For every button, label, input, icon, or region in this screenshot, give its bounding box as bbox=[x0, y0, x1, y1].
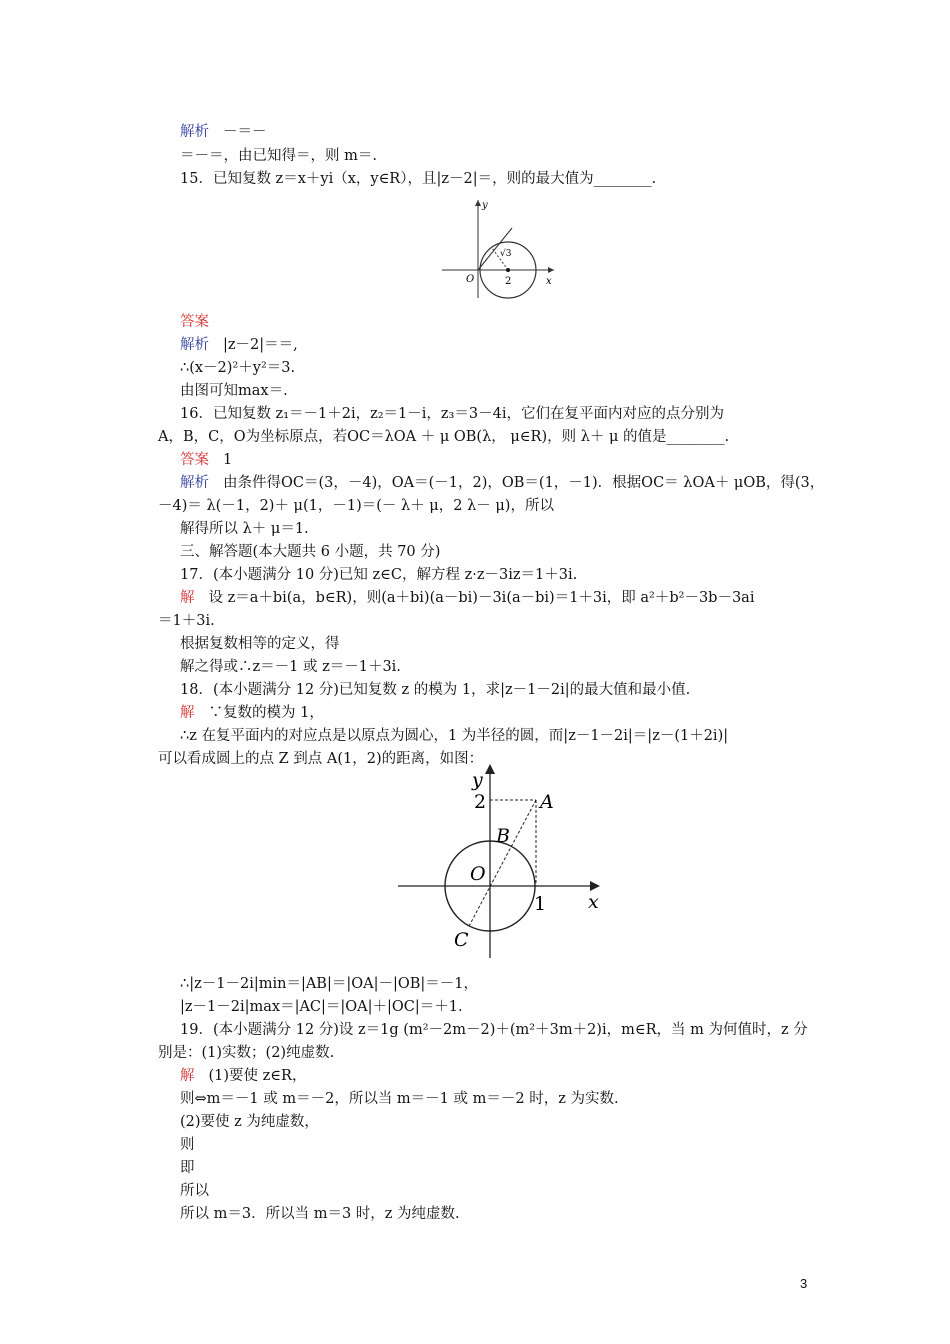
analysis-text: －＝－ bbox=[223, 124, 267, 140]
text-line: 解得所以 λ＋ μ＝1. bbox=[180, 521, 309, 537]
solution-label: 解 bbox=[180, 1068, 195, 1084]
analysis-line bbox=[180, 473, 824, 493]
analysis-line bbox=[180, 335, 298, 355]
text-line: －4)＝ λ(－1，2)＋ μ(1，－1)＝(－ λ＋ μ，2 λ－ μ)，所以 bbox=[158, 498, 554, 514]
x-label: x bbox=[546, 276, 552, 287]
point-b-label: B bbox=[496, 825, 510, 847]
answer-label: 答案 bbox=[180, 452, 209, 468]
y-label: y bbox=[472, 769, 483, 791]
y-axis-arrow bbox=[475, 200, 481, 206]
question-16-line1: 16．已知复数 z₁＝－1＋2i，z₂＝1－i，z₃＝3－4i，它们在复平面内对应的点分别为 bbox=[180, 406, 724, 422]
question-19-line2: 别是：(1)实数；(2)纯虚数. bbox=[158, 1045, 335, 1061]
origin-label: O bbox=[470, 863, 486, 885]
sqrt3-label: √3 bbox=[500, 249, 512, 259]
point-c-label: C bbox=[454, 929, 469, 951]
text-line: 可以看成圆上的点 Z 到点 A(1，2)的距离，如图： bbox=[158, 751, 484, 767]
text-line: ＝－＝，由已知得＝，则 m＝. bbox=[180, 148, 377, 164]
analysis-text: |z－2|＝＝, bbox=[223, 337, 298, 353]
text-line: ＝1＋3i. bbox=[158, 613, 215, 629]
text-line: 所以 m＝3．所以当 m＝3 时，z 为纯虚数. bbox=[180, 1206, 460, 1222]
question-16-line2: A，B，C，O为坐标原点，若OC＝λOA ＋ μ OB(λ， μ∈R)，则 λ＋ μ 的值是________. bbox=[158, 429, 730, 445]
point-a-label: A bbox=[540, 791, 554, 813]
solution-line bbox=[180, 588, 754, 608]
center-point bbox=[506, 268, 510, 272]
analysis-label: 解析 bbox=[180, 124, 209, 140]
tick-2-label: 2 bbox=[474, 791, 487, 813]
tick-1-label: 1 bbox=[534, 893, 547, 915]
answer-text: 1 bbox=[223, 452, 233, 468]
two-label: 2 bbox=[505, 276, 512, 287]
origin-label: O bbox=[466, 274, 475, 285]
answer-label-line bbox=[180, 312, 209, 332]
y-label: y bbox=[482, 200, 488, 211]
figure-circle-tangent bbox=[430, 194, 566, 306]
text-line: 则⇔m＝－1 或 m＝－2，所以当 m＝－1 或 m＝－2 时，z 为实数. bbox=[180, 1091, 619, 1107]
analysis-text: 由条件得OC＝(3，－4)，OA＝(－1，2)，OB＝(1，－1)．根据OC＝ λOA＋ μOB，得(3， bbox=[223, 475, 825, 491]
solution-label: 解 bbox=[180, 705, 195, 721]
text-line: 所以 bbox=[180, 1183, 209, 1199]
solution-line bbox=[180, 703, 324, 723]
question-18: 18．(本小题满分 12 分)已知复数 z 的模为 1，求|z－1－2i|的最大值和最小值. bbox=[180, 682, 691, 698]
answer-line bbox=[180, 450, 232, 470]
solution-text: ∵复数的模为 1， bbox=[208, 705, 324, 721]
text-line: |z－1－2i|max＝|AC|＝|OA|＋|OC|＝＋1. bbox=[180, 999, 463, 1015]
solution-label: 解 bbox=[180, 590, 195, 606]
answer-label: 答案 bbox=[180, 314, 209, 330]
text-line: ∴z 在复平面内的对应点是以原点为圆心，1 为半径的圆，而|z－1－2i|＝|z－(1＋2i)| bbox=[180, 728, 729, 744]
text-line: 则 bbox=[180, 1137, 195, 1153]
text-line: 根据复数相等的定义，得 bbox=[180, 636, 340, 652]
x-label: x bbox=[588, 891, 599, 913]
section-heading: 三、解答题(本大题共 6 小题，共 70 分) bbox=[180, 544, 441, 560]
analysis-label: 解析 bbox=[180, 337, 209, 353]
text-line: (2)要使 z 为纯虚数， bbox=[180, 1114, 319, 1130]
text-line: ∴(x－2)²＋y²＝3. bbox=[180, 360, 296, 376]
x-axis-arrow bbox=[590, 881, 600, 891]
y-axis-arrow bbox=[485, 764, 495, 774]
question-15: 15．已知复数 z＝x＋yi（x，y∈R），且|z－2|＝，则的最大值为________. bbox=[180, 171, 657, 187]
text-line: 即 bbox=[180, 1160, 195, 1176]
x-axis-arrow bbox=[548, 267, 554, 273]
text-line: ∴|z－1－2i|min＝|AB|＝|OA|－|OB|＝－1， bbox=[180, 976, 479, 992]
analysis-line bbox=[180, 122, 267, 142]
text-line: 由图可知max＝. bbox=[180, 383, 288, 399]
analysis-label: 解析 bbox=[180, 475, 209, 491]
text-line: 解之得或∴z＝－1 或 z＝－1＋3i. bbox=[180, 659, 401, 675]
solution-text: 设 z＝a＋bi(a，b∈R)，则(a＋bi)(a－bi)－3i(a－bi)＝1＋3i，即 a²＋b²－3b－3ai bbox=[208, 590, 755, 606]
page-number: 3 bbox=[800, 1276, 808, 1291]
figure-unit-circle bbox=[384, 752, 616, 970]
solution-line bbox=[180, 1066, 306, 1086]
solution-text: (1)要使 z∈R， bbox=[208, 1068, 307, 1084]
question-19-line1: 19．(本小题满分 12 分)设 z＝1g (m²－2m－2)＋(m²＋3m＋2)i，m∈R，当 m 为何值时，z 分 bbox=[180, 1022, 808, 1038]
question-17: 17．(本小题满分 10 分)已知 z∈C，解方程 z·z－3iz＝1＋3i. bbox=[180, 567, 578, 583]
